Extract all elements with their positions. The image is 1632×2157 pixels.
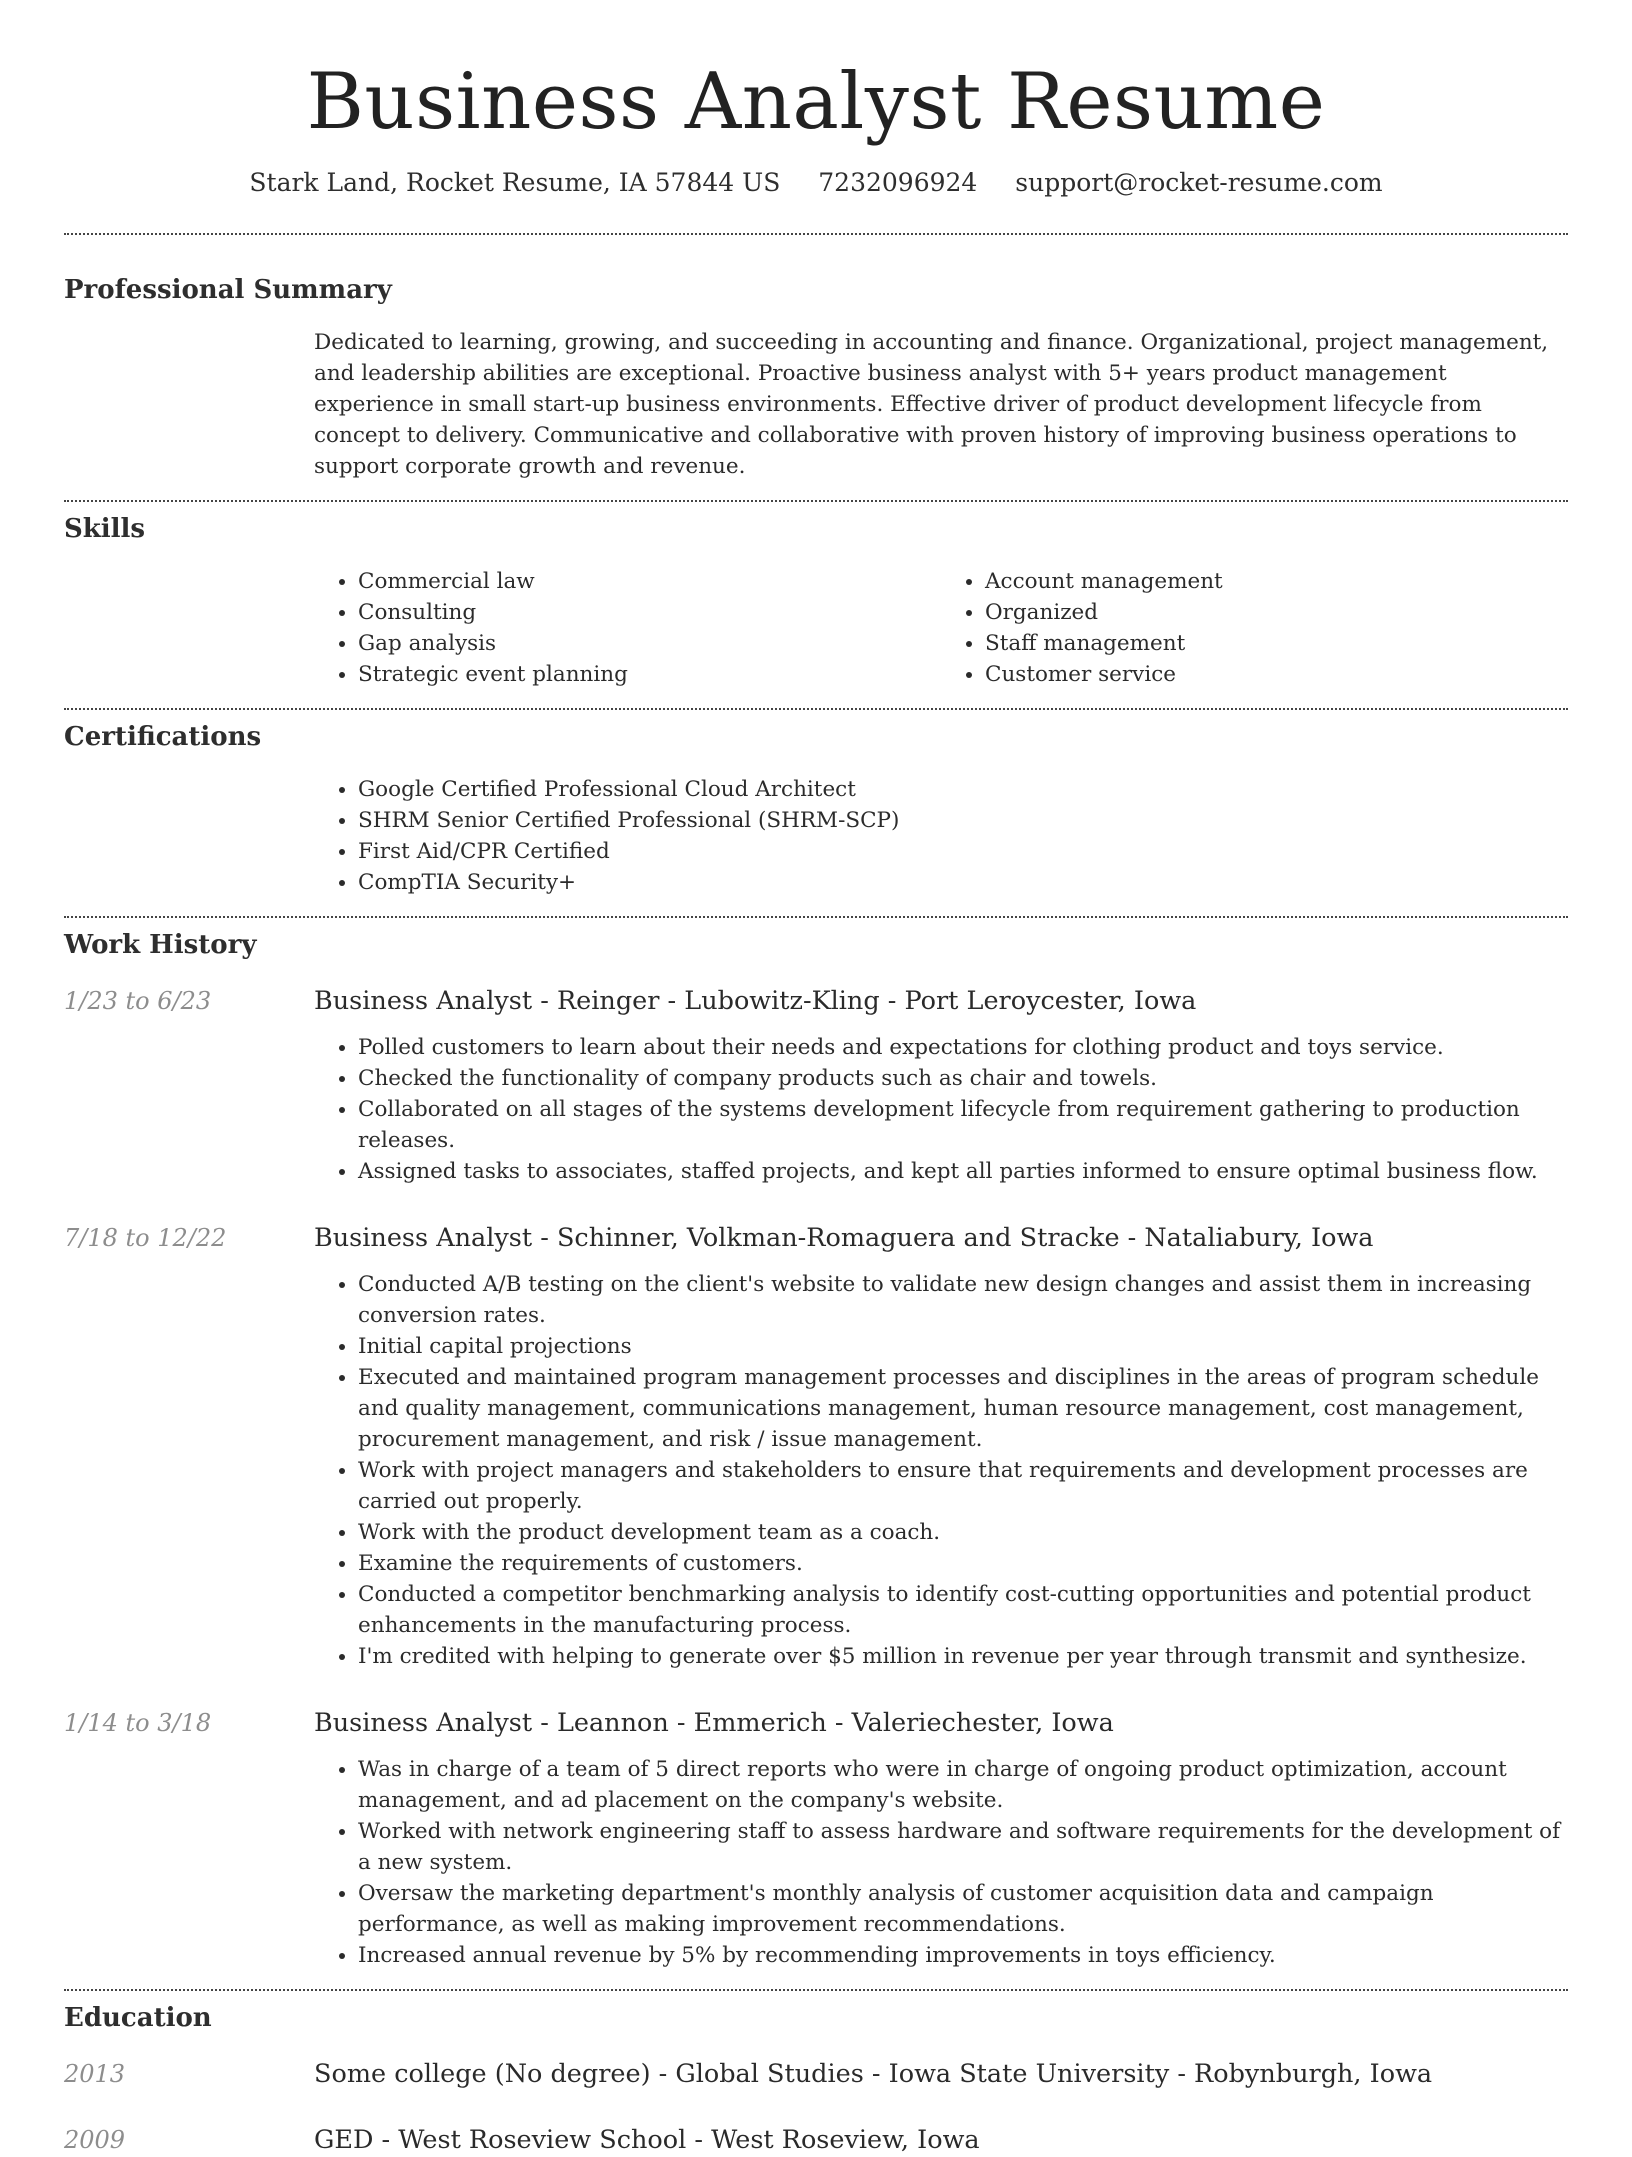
list-item: • Initial capital projections	[358, 1331, 1568, 1362]
section-heading-skills: Skills	[64, 514, 146, 544]
education-entry	[64, 2057, 1568, 2091]
list-item: • Assigned tasks to associates, staffed projects, and kept all parties informed to ensure optimal business flow.	[358, 1156, 1568, 1187]
resume-title: Business Analyst Resume	[306, 57, 1326, 147]
skills-section	[64, 512, 1568, 690]
work-history-section	[64, 928, 1568, 1971]
resume-page	[64, 0, 1568, 2157]
list-item: • Strategic event planning	[358, 659, 941, 690]
job-bullets	[314, 1754, 1568, 1971]
job-dates: 1/14 to 3/18	[64, 1709, 212, 1737]
list-item: • Increased annual revenue by 5% by recommending improvements in toys efficiency.	[358, 1940, 1568, 1971]
list-item: • SHRM Senior Certified Professional (SHRM-SCP)	[358, 805, 1568, 836]
list-item: • Consulting	[358, 597, 941, 628]
job-dates: 1/23 to 6/23	[64, 987, 212, 1015]
list-item: • Executed and maintained program management processes and disciplines in the areas of program schedule and quality management, communications management, human resource management, cost management, procurement management, and risk / issue management.	[358, 1362, 1568, 1455]
contact-email: support@rocket-resume.com	[1015, 168, 1383, 197]
job-title: Business Analyst - Leannon - Emmerich - Valeriechester, Iowa	[314, 1708, 1114, 1738]
job-entry	[64, 1221, 1568, 1672]
divider	[64, 708, 1568, 710]
contact-phone: 7232096924	[818, 168, 978, 197]
certifications-list	[314, 774, 1568, 898]
list-item: • Google Certified Professional Cloud Architect	[358, 774, 1568, 805]
job-title: Business Analyst - Reinger - Lubowitz-Kling - Port Leroycester, Iowa	[314, 986, 1197, 1016]
list-item: • Customer service	[985, 659, 1568, 690]
summary-text: Dedicated to learning, growing, and succeeding in accounting and finance. Organizational, project management, and leadership abilities are exceptional. Proactive business analyst with 5+ years product management experience in small start-up business environments. Effective driver of product development lifecycle from concept to delivery. Communicative and collaborative with proven history of improving business operations to support corporate growth and revenue.	[314, 330, 1549, 479]
contact-line	[64, 166, 1568, 200]
list-item: • Commercial law	[358, 566, 941, 597]
section-heading-education: Education	[64, 2003, 212, 2033]
divider	[64, 233, 1568, 235]
list-item: • Checked the functionality of company products such as chair and towels.	[358, 1063, 1568, 1094]
skills-list-right	[941, 566, 1568, 690]
list-item: • Examine the requirements of customers.	[358, 1548, 1568, 1579]
list-item: • Was in charge of a team of 5 direct reports who were in charge of ongoing product optimization, account management, and ad placement on the company's website.	[358, 1754, 1568, 1816]
list-item: • CompTIA Security+	[358, 867, 1568, 898]
education-section	[64, 2001, 1568, 2157]
job-title: Business Analyst - Schinner, Volkman-Romaguera and Stracke - Nataliabury, Iowa	[314, 1223, 1374, 1253]
education-text: GED - West Roseview School - West Roseview, Iowa	[314, 2125, 980, 2155]
job-entry	[64, 1706, 1568, 1971]
contact-address: Stark Land, Rocket Resume, IA 57844 US	[249, 168, 781, 197]
divider	[64, 1989, 1568, 1991]
job-bullets	[314, 1269, 1568, 1672]
list-item: • Staff management	[985, 628, 1568, 659]
list-item: • Conducted A/B testing on the client's website to validate new design changes and assist them in increasing conversion rates.	[358, 1269, 1568, 1331]
section-heading-certifications: Certifications	[64, 722, 262, 752]
list-item: • Collaborated on all stages of the systems development lifecycle from requirement gathering to production releases.	[358, 1094, 1568, 1156]
education-year: 2013	[64, 2060, 126, 2088]
divider	[64, 500, 1568, 502]
list-item: • Polled customers to learn about their needs and expectations for clothing product and toys service.	[358, 1032, 1568, 1063]
job-dates: 7/18 to 12/22	[64, 1224, 227, 1252]
job-bullets	[314, 1032, 1568, 1187]
list-item: • I'm credited with helping to generate over $5 million in revenue per year through transmit and synthesize.	[358, 1641, 1568, 1672]
list-item: • Oversaw the marketing department's monthly analysis of customer acquisition data and campaign performance, as well as making improvement recommendations.	[358, 1878, 1568, 1940]
list-item: • Account management	[985, 566, 1568, 597]
list-item: • Gap analysis	[358, 628, 941, 659]
summary-section	[64, 273, 1568, 482]
education-entry	[64, 2123, 1568, 2157]
skills-list-left	[314, 566, 941, 690]
certifications-section	[64, 720, 1568, 898]
list-item: • Conducted a competitor benchmarking analysis to identify cost-cutting opportunities and potential product enhancements in the manufacturing process.	[358, 1579, 1568, 1641]
list-item: • Worked with network engineering staff to assess hardware and software requirements for the development of a new system.	[358, 1816, 1568, 1878]
education-year: 2009	[64, 2126, 126, 2154]
education-text: Some college (No degree) - Global Studies - Iowa State University - Robynburgh, Iowa	[314, 2059, 1433, 2089]
list-item: • Organized	[985, 597, 1568, 628]
section-heading-summary: Professional Summary	[64, 275, 392, 305]
list-item: • Work with project managers and stakeholders to ensure that requirements and development processes are carried out properly.	[358, 1455, 1568, 1517]
list-item: • Work with the product development team as a coach.	[358, 1517, 1568, 1548]
section-heading-work-history: Work History	[64, 930, 257, 960]
divider	[64, 916, 1568, 918]
job-entry	[64, 984, 1568, 1187]
list-item: • First Aid/CPR Certified	[358, 836, 1568, 867]
